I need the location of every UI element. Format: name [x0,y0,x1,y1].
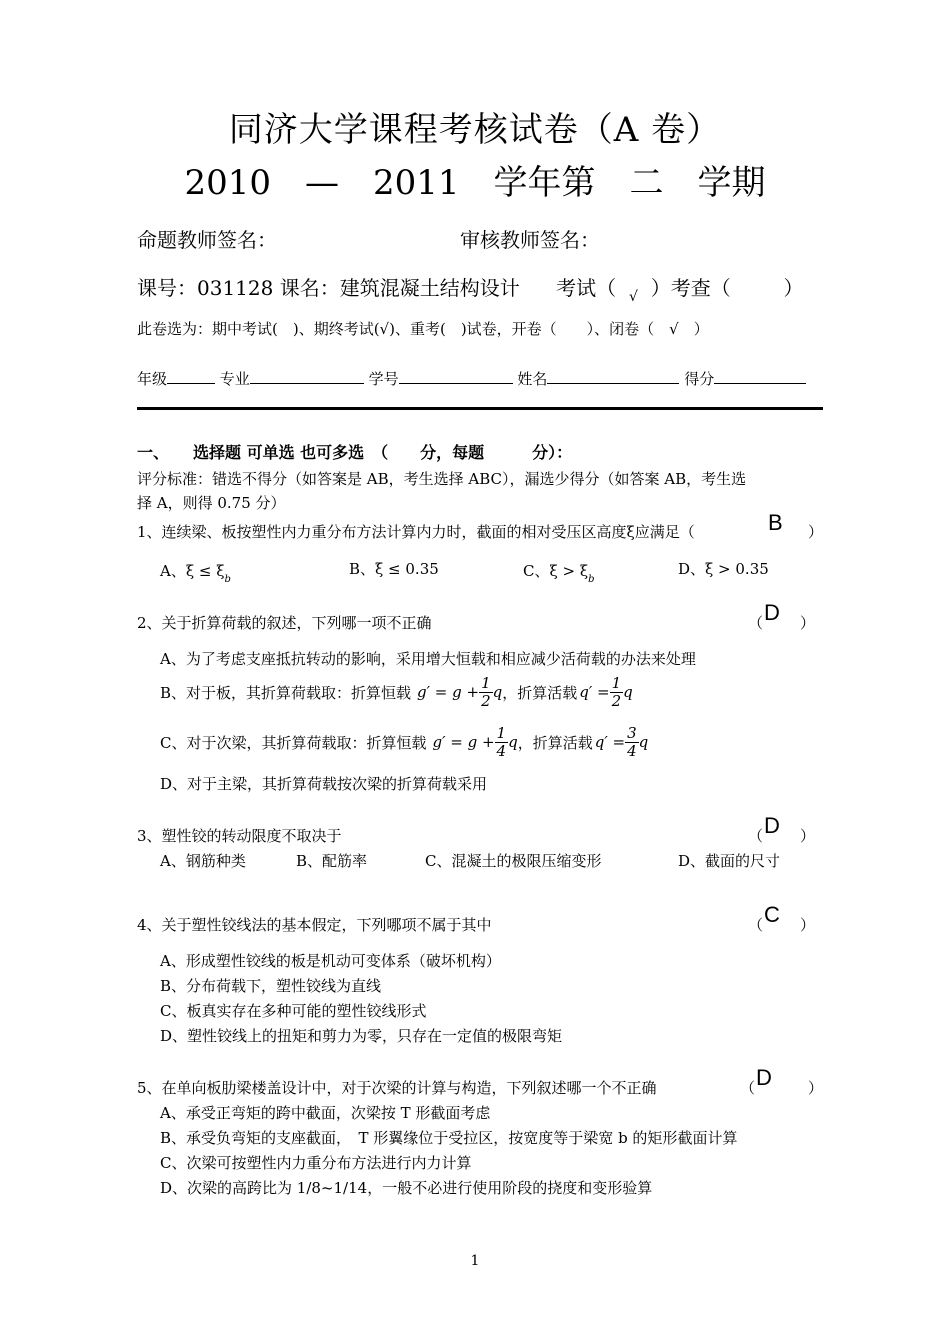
header-divider [137,407,823,410]
question-1-stem: 1、连续梁、板按塑性内力重分布方法计算内力时，截面的相对受压区高度ξ应满足（ [137,523,695,541]
student-info-fields [137,368,806,389]
question-3-answer: D [764,813,780,838]
assessment-close: ） [783,276,804,300]
question-5-paren-open: （ [740,1079,756,1097]
course-info: 课号：031128 课名：建筑混凝土结构设计 [137,276,520,300]
question-3-option-c[interactable]: C、混凝土的极限压缩变形 [425,852,602,870]
question-3-paren-open: （ [748,827,764,845]
course-line [137,272,804,305]
exam-type-line: 此卷选为：期中考试( )、期终考试(√)、重考( )试卷，开卷（ ）、闭卷（ √ ） [137,320,709,338]
question-5-option-b[interactable]: B、承受负弯矩的支座截面， T 形翼缘位于受拉区，按宽度等于梁宽 b 的矩形截面计算 [160,1129,738,1147]
question-5-stem: 5、在单向板肋梁楼盖设计中，对于次梁的计算与构造，下列叙述哪一个不正确 [137,1079,657,1097]
question-4-stem: 4、关于塑性铰线法的基本假定，下列哪项不属于其中 [137,916,492,934]
question-5-option-d[interactable]: D、次梁的高跨比为 1/8~1/14，一般不必进行使用阶段的挠度和变形验算 [160,1179,653,1197]
question-5-option-c[interactable]: C、次梁可按塑性内力重分布方法进行内力计算 [160,1154,472,1172]
question-5-paren-close: ） [808,1079,824,1097]
question-4-option-b[interactable]: B、分布荷载下，塑性铰线为直线 [160,977,382,995]
question-3-stem: 3、塑性铰的转动限度不取决于 [137,827,342,845]
student-id-label: 学号 [368,370,399,388]
question-4-option-c[interactable]: C、板真实存在多种可能的塑性铰线形式 [160,1002,427,1020]
name-field[interactable] [547,369,679,384]
question-2-option-d[interactable]: D、对于主梁，其折算荷载按次梁的折算荷载采用 [160,775,488,793]
fraction-one-quarter: $\frac{1}{4}$ [496,723,507,760]
student-id-field[interactable] [399,369,513,384]
question-1-paren-close: ） [808,523,824,541]
question-3-paren-close: ） [800,827,816,845]
major-label: 专业 [219,370,250,388]
grading-criteria-line2: 择 A，则得 0.75 分） [137,494,286,512]
question-4-answer: C [764,902,780,927]
grading-criteria-line1: 评分标准：错选不得分（如答案是 AB，考生选择 ABC），漏选少得分（如答案 AB，考生选 [137,470,747,488]
grade-field[interactable] [167,369,215,384]
question-4-option-a[interactable]: A、形成塑性铰线的板是机动可变体系（破坏机构） [160,952,501,970]
question-1-answer: B [768,510,783,535]
question-2-answer: D [764,600,780,625]
question-3-option-d[interactable]: D、截面的尺寸 [678,852,781,870]
fraction-one-half: $\frac{1}{2}$ [611,673,622,710]
fraction-three-quarters: $\frac{3}{4}$ [627,723,637,760]
exam-title: 同济大学课程考核试卷（A 卷） [228,110,722,150]
question-4-option-d[interactable]: D、塑性铰线上的扭矩和剪力为零，只存在一定值的极限弯矩 [160,1027,563,1045]
name-label: 姓名 [517,370,548,388]
question-1-option-d[interactable]: D、ξ > 0.35 [678,560,769,578]
question-5-option-a[interactable]: A、承受正弯矩的跨中截面，次梁按 T 形截面考虑 [160,1104,491,1122]
question-4-paren-close: ） [800,916,816,934]
section-heading: 一、 选择题 可单选 也可多选 （ 分，每题 分）： [137,443,573,462]
page-number: 1 [470,1253,480,1269]
question-2-paren-open: （ [748,614,764,632]
question-3-option-a[interactable]: A、钢筋种类 [160,852,246,870]
question-2-option-b[interactable]: B、对于板，其折算荷载取：折算恒载 g′ = g + $\frac{1}{2}$ q ，折算活载 q′ = $\frac{1}{2}$ q [160,673,633,710]
exam-option: 考试（ [556,276,617,300]
setter-signature-label: 命题教师签名： [137,228,277,252]
question-2-paren-close: ） [800,614,816,632]
question-2-option-a[interactable]: A、为了考虑支座抵抗转动的影响，采用增大恒载和相应减少活荷载的办法来处理 [160,650,696,668]
major-field[interactable] [250,369,364,384]
question-1-option-c[interactable]: C、$\xi > \xi_b$ [523,562,595,585]
question-2-option-c[interactable]: C、对于次梁，其折算荷载取：折算恒载 g′ = g + $\frac{1}{4}$ q ，折算活载 q′ = $\frac{3}{4}$ q [160,723,649,760]
question-2-stem: 2、关于折算荷载的叙述，下列哪一项不正确 [137,614,432,632]
score-label: 得分 [684,370,715,388]
reviewer-signature-label: 审核教师签名： [460,228,600,252]
grade-label: 年级 [137,370,168,388]
exam-check-mark: √ [628,289,638,305]
question-4-paren-open: （ [748,916,764,934]
assessment-option: ）考查（ [650,276,731,300]
fraction-one-half: $\frac{1}{2}$ [481,673,491,710]
question-5-answer: D [756,1065,772,1090]
exam-term: 2010 — 2011 学年第 二 学期 [184,163,766,203]
score-field[interactable] [714,369,806,384]
question-1-option-a[interactable]: A、$\xi \le \xi_b$ [160,562,231,585]
question-1-option-b[interactable]: B、ξ ≤ 0.35 [349,560,439,578]
question-3-option-b[interactable]: B、配筋率 [296,852,368,870]
